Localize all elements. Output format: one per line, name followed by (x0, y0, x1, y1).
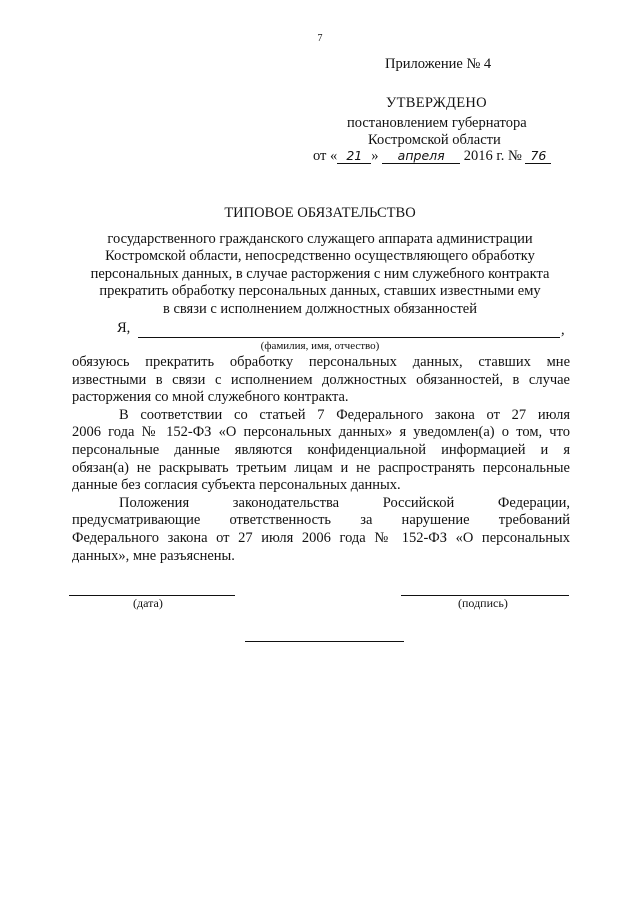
decree-month: апреля (382, 149, 460, 164)
signature-caption: (подпись) (458, 596, 508, 610)
text-line: Положения законодательства Российской Федерации, (119, 494, 570, 511)
title-line: Костромской области, непосредственно осуществляющего обработку (105, 248, 535, 264)
full-name-caption: (фамилия, имя, отчество) (260, 340, 380, 352)
decree-number: 76 (525, 149, 551, 164)
text-line: известными в связи с исполнением должностных обязанностей, в случае (72, 371, 570, 388)
decree-date-line (313, 148, 551, 165)
title-line: государственного гражданского служащего аппарата администрации (107, 230, 533, 247)
title-main: ТИПОВОЕ ОБЯЗАТЕЛЬСТВО (224, 205, 416, 221)
approved-label: УТВЕРЖДЕНО (386, 95, 487, 111)
text-line: предусматривающие ответственность за нарушение требований (72, 512, 570, 529)
title-line: прекратить обработку персональных данных, ставших известными ему (99, 283, 541, 299)
date-caption: (дата) (133, 596, 163, 610)
decree-line-1: постановлением губернатора (347, 115, 527, 131)
text-line: 2006 года № 152-ФЗ «О персональных данных» я уведомлен(а) о том, что (72, 424, 570, 441)
text-line: Федерального закона от 27 июля 2006 года № 152-ФЗ «О персональных (72, 529, 570, 546)
decree-line-2: Костромской области (368, 132, 501, 148)
title-line: персональных данных, в случае расторжения с ним служебного контракта (90, 265, 550, 282)
text-line: данных», мне разъяснены. (72, 547, 235, 564)
text-line: обязан(а) не раскрывать третьим лицам и не распространять персональные (72, 459, 570, 476)
appendix-label: Приложение № 4 (385, 56, 492, 72)
decree-day: 21 (337, 149, 371, 164)
title-line: в связи с исполнением должностных обязанностей (162, 300, 477, 317)
date-prefix: от « (313, 148, 338, 164)
paragraph-3 (72, 495, 570, 565)
text-line: персональные данные являются конфиденциальной информацией и я (72, 441, 570, 458)
text-line: расторжения со мной служебного контракта. (72, 389, 349, 406)
declarant-prefix: Я, (117, 320, 131, 336)
document-title (0, 205, 640, 318)
date-mid: » (371, 148, 379, 164)
document-body (72, 354, 570, 565)
text-line: обязуюсь прекратить обработку персональных данных, ставших мне (72, 354, 570, 370)
text-line: данные без согласия субъекта персональных данных. (72, 477, 401, 494)
paragraph-2 (72, 407, 570, 495)
declarant-comma: , (561, 322, 565, 338)
text-line: В соответствии со статьей 7 Федерального закона от 27 июля (119, 406, 570, 423)
page-number: 7 (317, 33, 323, 44)
full-name-field[interactable] (138, 337, 560, 338)
paragraph-1 (72, 354, 570, 407)
decree-year: 2016 г. № (463, 148, 522, 164)
closing-rule (245, 641, 404, 642)
